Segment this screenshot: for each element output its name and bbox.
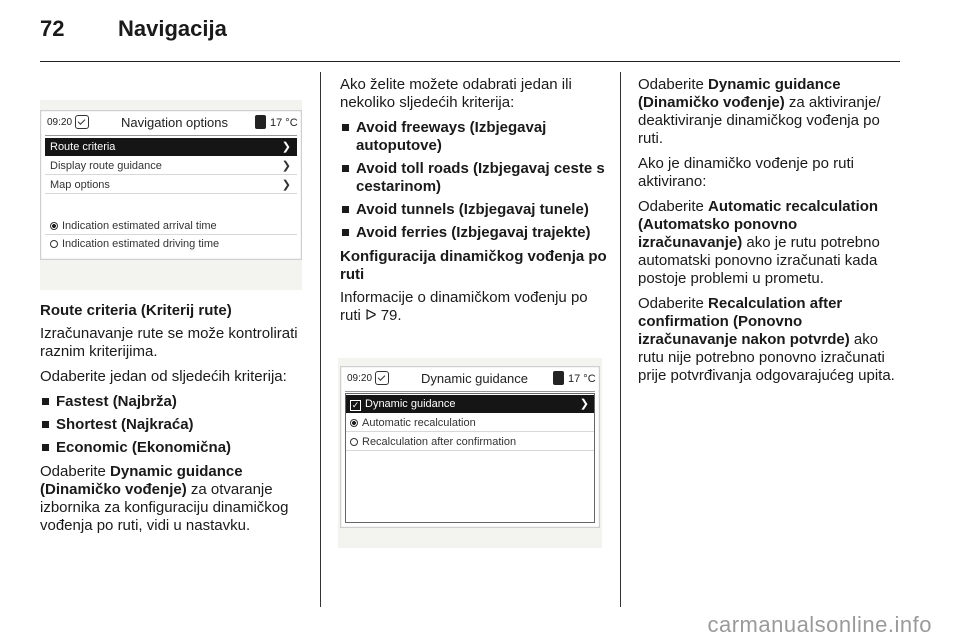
menu-item-map-options[interactable] — [45, 176, 297, 194]
page-title: Navigacija — [118, 16, 227, 41]
list-item: Avoid ferries (Izbjegavaj trajekte) — [340, 224, 608, 242]
navigation-options-screen — [40, 110, 302, 260]
paragraph: Ako želite možete odabrati jedan ili nekoliko sljedećih kriterija: — [340, 76, 572, 111]
menu-item-label: Route criteria — [50, 141, 116, 153]
text-run: Odaberite — [40, 463, 111, 480]
chevron-right-icon: ❯ — [281, 141, 291, 153]
paragraph: Informacije o dinamičkom vođenju po ruti ᐅ 79. — [340, 289, 588, 324]
chevron-right-icon: ❯ — [281, 179, 291, 191]
screen-title: Navigation options — [121, 115, 228, 130]
list-item: Fastest (Najbrža) — [40, 393, 308, 411]
screen-title: Dynamic guidance — [421, 371, 528, 386]
bold-term: Recalculation after confirmation (Ponovno izračunavanje nakon potvrde) — [638, 295, 850, 348]
radio-label: Indication estimated arrival time — [62, 220, 217, 232]
navigation-icon — [75, 115, 89, 129]
temperature: 17 °C — [568, 373, 596, 385]
avoid-options-list — [340, 119, 608, 242]
dynamic-guidance-figure — [338, 358, 602, 548]
header-rule — [40, 61, 900, 62]
menu-item-label: Display route guidance — [50, 160, 162, 172]
text-run: Odaberite — [638, 76, 709, 93]
radio-estimated-arrival[interactable] — [45, 217, 297, 235]
column-3 — [638, 76, 902, 392]
screen-frame — [345, 393, 595, 523]
paragraph — [40, 463, 308, 535]
chevron-right-icon: ❯ — [281, 160, 291, 172]
column-divider-2 — [620, 72, 621, 607]
header-divider — [345, 391, 595, 392]
checkbox-label: Dynamic guidance — [365, 398, 456, 410]
bold-term: Dynamic guidance (Dinamičko vođenje) — [40, 463, 243, 498]
list-item: Economic (Ekonomična) — [40, 439, 308, 457]
text-run: za aktiviranje/ deaktiviranje dinamičkog vođenja po ruti. — [638, 94, 881, 147]
paragraph — [638, 295, 902, 385]
header-divider — [45, 135, 297, 136]
column-divider-1 — [320, 72, 321, 607]
paragraph — [638, 76, 902, 148]
bold-term: Automatic recalculation (Automatsko ponovno izračunavanje) — [638, 198, 879, 251]
checkbox-checked-icon: ✓ — [351, 400, 360, 410]
text-run: Odaberite — [638, 198, 709, 215]
text-run: Odaberite — [638, 295, 709, 312]
screen-header — [341, 367, 599, 391]
column-2 — [340, 76, 608, 332]
section-heading: Route criteria (Kriterij rute) — [40, 302, 232, 319]
clock-time: 09:20 — [347, 373, 373, 384]
temperature: 17 °C — [270, 117, 298, 129]
menu-item-route-criteria[interactable] — [45, 138, 297, 156]
list-item: Shortest (Najkraća) — [40, 416, 308, 434]
text-run: ako rutu nije potrebno ponovno izračunati prije potvrđivanja odgovarajućeg upita. — [638, 331, 895, 384]
radio-label: Indication estimated driving time — [62, 238, 220, 250]
chevron-right-icon: ❯ — [579, 398, 589, 410]
navigation-options-figure — [40, 100, 302, 290]
list-item: Avoid tunnels (Izbjegavaj tunele) — [340, 201, 608, 219]
paragraph: Ako je dinamičko vođenje po ruti aktivirano: — [638, 155, 854, 190]
dynamic-guidance-screen — [340, 366, 600, 528]
route-criteria-list — [40, 393, 308, 457]
radio-empty-icon — [50, 240, 58, 248]
thermometer-icon — [255, 115, 266, 129]
section-heading: Konfiguracija dinamičkog vođenja po ruti — [340, 248, 607, 283]
navigation-icon — [375, 371, 389, 385]
menu-item-display-route-guidance[interactable] — [45, 157, 297, 175]
paragraph: Odaberite jedan od sljedećih kriterija: — [40, 368, 287, 385]
radio-label: Recalculation after confirmation — [362, 436, 517, 448]
screen-header — [41, 111, 301, 135]
watermark: carmanualsonline.info — [707, 612, 932, 637]
list-item: Avoid freeways (Izbjegavaj autoputove) — [340, 119, 608, 155]
radio-label: Automatic recalculation — [362, 417, 476, 429]
thermometer-icon — [553, 371, 564, 385]
clock-time: 09:20 — [47, 117, 73, 128]
paragraph — [638, 198, 902, 288]
column-1 — [40, 302, 308, 542]
radio-selected-icon — [50, 222, 58, 230]
text-run: za otvaranje izbornika za konfiguraciju dinamičkog vođenja po ruti, vidi u nastavku. — [40, 481, 289, 534]
menu-item-label: Map options — [50, 179, 110, 191]
paragraph: Izračunavanje rute se može kontrolirati raznim kriterijima. — [40, 325, 298, 360]
radio-estimated-driving[interactable] — [45, 235, 297, 253]
page-number: 72 — [40, 16, 65, 41]
bold-term: Dynamic guidance (Dinamičko vođenje) — [638, 76, 841, 111]
text-run: ako je rutu potrebno automatski ponovno izračunati kada postoje problemi u prometu. — [638, 234, 880, 287]
list-item: Avoid toll roads (Izbjegavaj ceste s cestarinom) — [340, 160, 608, 196]
